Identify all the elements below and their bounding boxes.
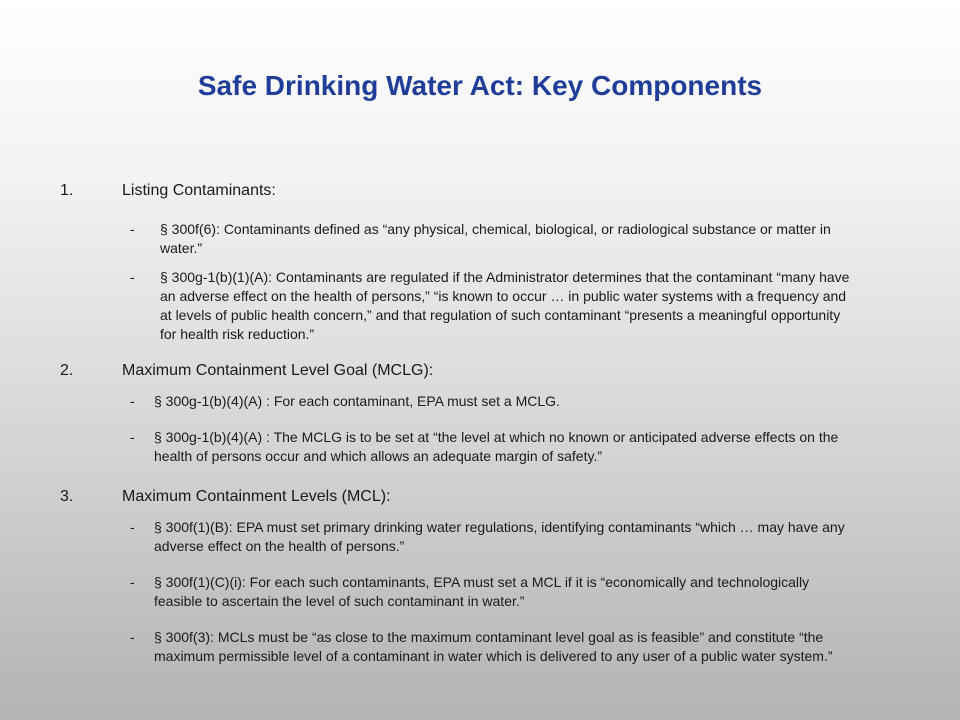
bullet-text: § 300f(6): Contaminants defined as “any physical, chemical, biological, or radiological substance or matter in water.”	[160, 221, 831, 256]
section-number: 2.	[60, 362, 74, 379]
bullet-item	[130, 220, 850, 258]
bullet-dash: -	[130, 519, 135, 535]
section-number: 1.	[60, 182, 74, 199]
section-label: Maximum Containment Level Goal (MCLG):	[122, 362, 434, 379]
section-mclg	[0, 362, 960, 466]
bullet-dash: -	[130, 269, 135, 285]
bullet-text: § 300g-1(b)(4)(A) : For each contaminant, EPA must set a MCLG.	[154, 393, 560, 409]
bullet-item	[130, 628, 850, 666]
bullet-text: § 300g-1(b)(4)(A) : The MCLG is to be set at “the level at which no known or anticipated adverse effects on the health of persons occur and which allows an adequate margin of safety.”	[154, 429, 839, 464]
section-mcl	[0, 488, 960, 666]
bullet-text: § 300f(1)(B): EPA must set primary drinking water regulations, identifying contaminants “which … may have any adverse effect on the health of persons.”	[154, 519, 845, 554]
slide-title: Safe Drinking Water Act: Key Components	[197, 70, 763, 101]
bullet-dash: -	[130, 221, 135, 237]
bullet-item	[130, 268, 850, 344]
section-heading	[0, 362, 960, 384]
section-number: 3.	[60, 488, 74, 505]
bullet-item	[130, 392, 850, 411]
bullet-text: § 300f(1)(C)(i): For each such contaminants, EPA must set a MCL if it is “economically and technologically feasible to ascertain the level of such contaminant in water.”	[154, 574, 810, 609]
section-heading	[0, 488, 960, 510]
bullet-dash: -	[130, 629, 135, 645]
section-listing-contaminants	[0, 182, 960, 344]
section-label: Maximum Containment Levels (MCL):	[122, 488, 391, 505]
bullet-text: § 300f(3): MCLs must be “as close to the maximum contaminant level goal as is feasible” and constitute “the maximum permissible level of a contaminant in water which is delivered to any user of a public water system.”	[154, 629, 833, 664]
bullet-dash: -	[130, 429, 135, 445]
bullet-item	[130, 518, 850, 556]
bullet-text: § 300g-1(b)(1)(A): Contaminants are regulated if the Administrator determines that the contaminant “many have an adverse effect on the health of persons,” “is known to occur … in public water systems with a frequency and at levels of public health concern,” and that regulation of such contaminant “presents a meaningful opportunity for health risk reduction.”	[160, 269, 850, 342]
bullet-item	[130, 573, 850, 611]
section-label: Listing Contaminants:	[122, 182, 276, 199]
bullet-dash: -	[130, 393, 135, 409]
bullet-item	[130, 428, 850, 466]
bullet-dash: -	[130, 574, 135, 590]
section-heading	[0, 182, 960, 204]
